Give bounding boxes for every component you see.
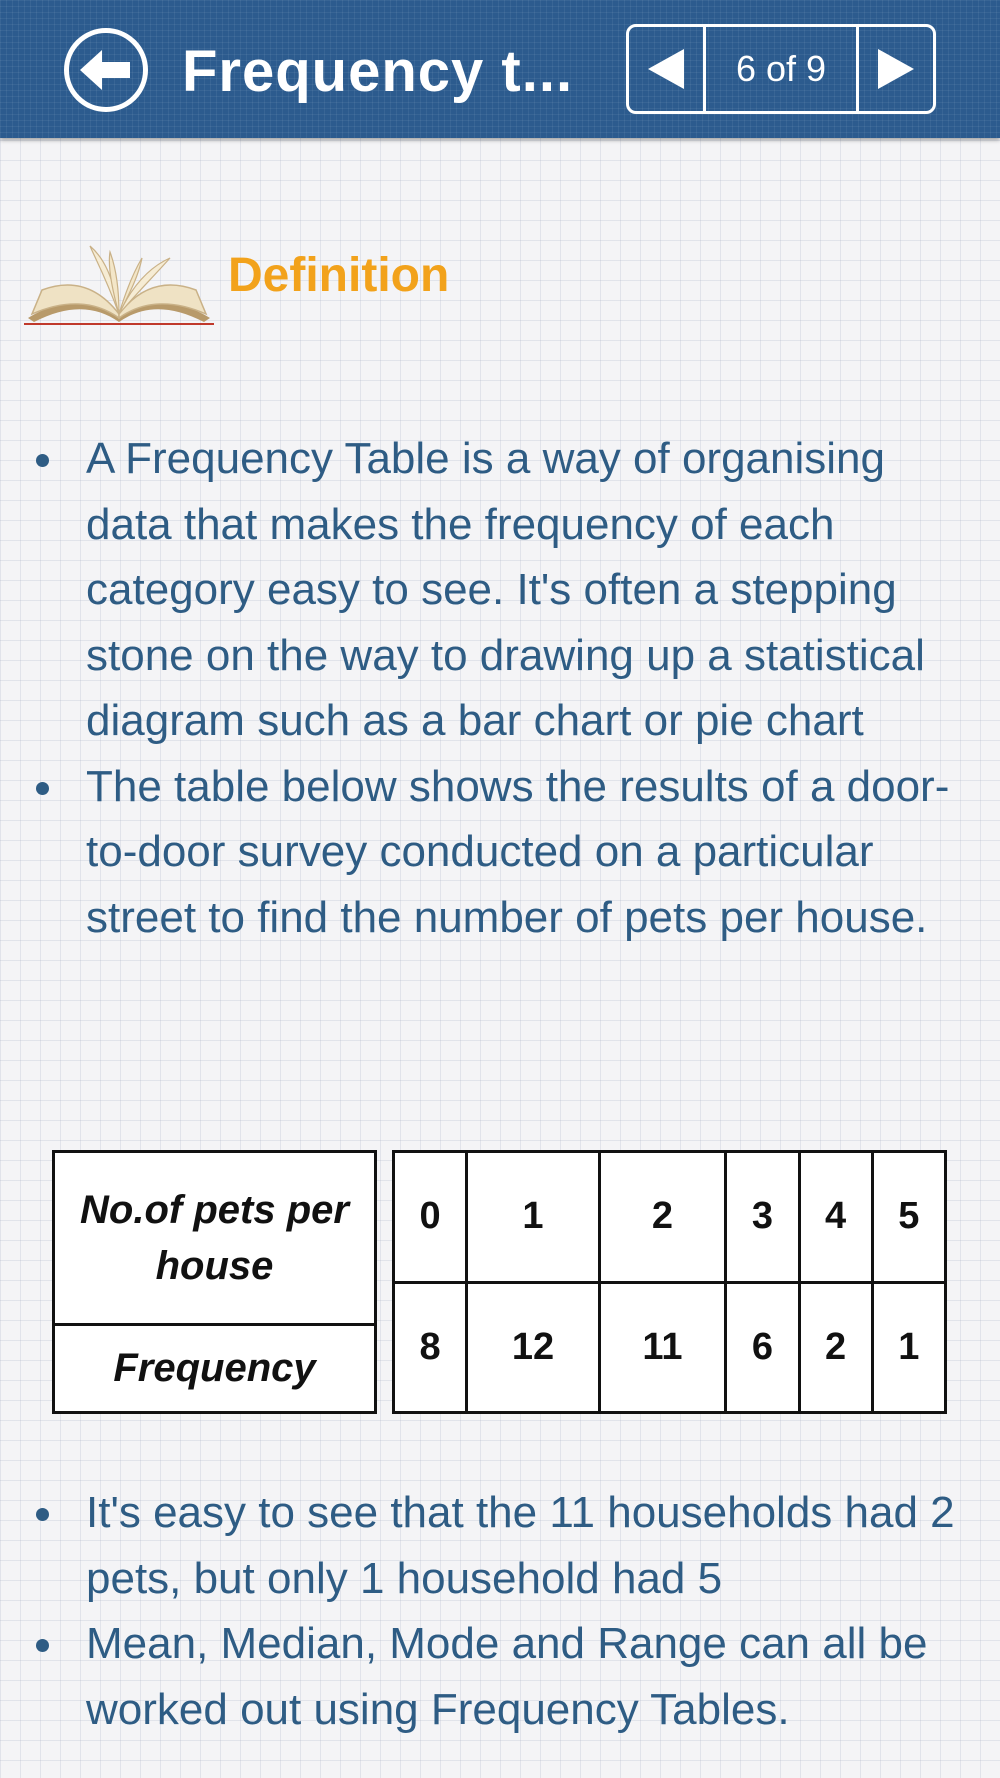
table-cell: 4 xyxy=(799,1152,872,1283)
back-button[interactable] xyxy=(64,28,148,112)
list-item: It's easy to see that the 11 households had 2 pets, but only 1 household had 5 xyxy=(0,1480,1000,1611)
back-arrow-icon xyxy=(78,47,134,93)
table-cell: 1 xyxy=(467,1152,599,1283)
triangle-right-icon xyxy=(876,47,916,91)
list-item: A Frequency Table is a way of organising data that makes the frequency of each category easy to see. It's often a stepping stone on the way to drawing up a statistical diagram such as a bar chart or pie chart xyxy=(0,426,1000,754)
page-indicator: 6 of 9 xyxy=(735,48,827,89)
table-header-pets: No.of pets per house xyxy=(54,1152,376,1325)
table-cell: 2 xyxy=(599,1152,726,1283)
definition-heading: Definition xyxy=(228,249,450,302)
next-page-button[interactable] xyxy=(856,27,933,111)
previous-page-button[interactable] xyxy=(629,27,706,111)
table-cell: 8 xyxy=(394,1282,467,1413)
table-cell: 1 xyxy=(872,1282,945,1413)
table-row xyxy=(394,1282,946,1413)
table-cell: 12 xyxy=(467,1282,599,1413)
bullet-list-bottom xyxy=(0,1480,1000,1742)
frequency-table-values xyxy=(392,1150,947,1414)
list-item: Mean, Median, Mode and Range can all be worked out using Frequency Tables. xyxy=(0,1611,1000,1742)
page-navigator xyxy=(626,24,936,114)
table-cell: 5 xyxy=(872,1152,945,1283)
table-cell: 6 xyxy=(726,1282,799,1413)
list-item: The table below shows the results of a door-to-door survey conducted on a particular street to find the number of pets per house. xyxy=(0,754,1000,951)
header-bar xyxy=(0,0,1000,138)
table-cell: 2 xyxy=(799,1282,872,1413)
table-cell: 0 xyxy=(394,1152,467,1283)
bullet-list-top xyxy=(0,426,1000,950)
table-header-frequency: Frequency xyxy=(54,1324,376,1413)
table-cell: 11 xyxy=(599,1282,726,1413)
table-row xyxy=(394,1152,946,1283)
triangle-left-icon xyxy=(646,47,686,91)
table-cell: 3 xyxy=(726,1152,799,1283)
frequency-table-headers xyxy=(52,1150,377,1414)
open-book-icon xyxy=(24,238,214,328)
page-title: Frequency t... xyxy=(182,39,574,104)
